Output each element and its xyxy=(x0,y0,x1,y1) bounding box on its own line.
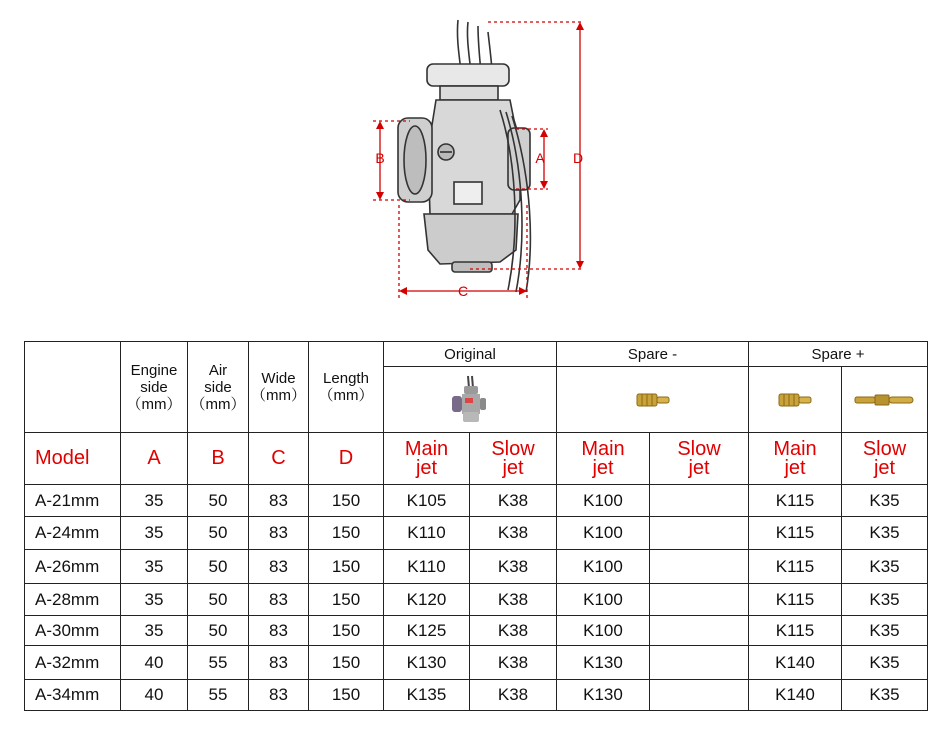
table-row xyxy=(25,680,928,711)
carburetor-drawing xyxy=(398,20,530,292)
dimension-label-b: B xyxy=(375,150,385,166)
cell-sm-slow xyxy=(650,485,749,517)
cell-sm-slow xyxy=(650,646,749,680)
table-row xyxy=(25,550,928,584)
red-d-label: D xyxy=(309,433,384,485)
table-row xyxy=(25,584,928,616)
original-main-jet-label xyxy=(384,433,470,485)
cell-sm-main: K100 xyxy=(557,550,650,584)
group-spare-minus: Spare - xyxy=(557,342,749,367)
cell-orig-main: K110 xyxy=(384,517,470,550)
cell-sm-main: K100 xyxy=(557,517,650,550)
cell-sm-slow xyxy=(650,680,749,711)
table-row xyxy=(25,616,928,646)
slow-jet-line2: jet xyxy=(688,456,710,479)
table-row xyxy=(25,485,928,517)
dimension-label-d: D xyxy=(572,150,584,166)
cell-sp-slow: K35 xyxy=(842,646,928,680)
group-original: Original xyxy=(384,342,557,367)
cell-b: 50 xyxy=(188,616,249,646)
carburetor-spec-table xyxy=(24,341,928,711)
cell-d: 150 xyxy=(309,517,384,550)
cell-sm-main: K100 xyxy=(557,485,650,517)
spare-plus-main-jet-label xyxy=(749,433,842,485)
cell-sp-main: K115 xyxy=(749,517,842,550)
cell-sp-main: K115 xyxy=(749,584,842,616)
cell-b: 50 xyxy=(188,550,249,584)
cell-c: 83 xyxy=(249,680,309,711)
group-spare-plus: Spare + xyxy=(749,342,928,367)
cell-model: A-32mm xyxy=(25,646,121,680)
cell-a: 35 xyxy=(121,584,188,616)
red-c-label: C xyxy=(249,433,309,485)
cell-c: 83 xyxy=(249,550,309,584)
header-wide-unit: （mm） xyxy=(251,387,306,404)
cell-orig-slow: K38 xyxy=(470,584,557,616)
header-corner xyxy=(25,342,121,433)
slow-jet-line1: Slow xyxy=(491,437,535,460)
slow-jet-line1: Slow xyxy=(862,437,907,460)
slow-jet-line1: Slow xyxy=(677,437,721,460)
main-jet-icon xyxy=(633,388,673,412)
spare-minus-jet-image-cell xyxy=(557,367,749,433)
slow-jet-line2: jet xyxy=(873,456,896,479)
main-jet-line1: Main xyxy=(773,437,817,460)
cell-d: 150 xyxy=(309,584,384,616)
spare-plus-main-jet-image-cell xyxy=(749,367,842,433)
red-b-label: B xyxy=(188,433,249,485)
cell-b: 50 xyxy=(188,584,249,616)
cell-sm-slow xyxy=(650,517,749,550)
cell-a: 40 xyxy=(121,646,188,680)
cell-orig-slow: K38 xyxy=(470,550,557,584)
carburetor-photo-icon xyxy=(450,374,490,426)
cell-b: 50 xyxy=(188,485,249,517)
header-engine-side-unit: （mm） xyxy=(126,395,182,413)
cell-sm-slow xyxy=(650,584,749,616)
spare-plus-slow-jet-label xyxy=(842,433,928,485)
cell-model: A-30mm xyxy=(25,616,121,646)
cell-sm-main: K130 xyxy=(557,680,650,711)
header-wide xyxy=(249,342,309,433)
cell-orig-slow: K38 xyxy=(470,680,557,711)
original-carburetor-image-cell xyxy=(384,367,557,433)
cell-b: 55 xyxy=(188,646,249,680)
dimension-label-c: C xyxy=(457,283,469,299)
cell-model: A-21mm xyxy=(25,485,121,517)
main-jet-line1: Main xyxy=(581,437,625,460)
header-engine-side-line2: side xyxy=(140,378,168,396)
table-row xyxy=(25,646,928,680)
spare-minus-main-jet-label xyxy=(557,433,650,485)
header-length xyxy=(309,342,384,433)
main-jet-icon xyxy=(775,388,815,412)
cell-model: A-26mm xyxy=(25,550,121,584)
slow-jet-line2: jet xyxy=(502,456,524,479)
main-jet-line1: Main xyxy=(404,437,449,460)
cell-sm-main: K100 xyxy=(557,584,650,616)
cell-model: A-24mm xyxy=(25,517,121,550)
cell-orig-main: K125 xyxy=(384,616,470,646)
cell-orig-main: K110 xyxy=(384,550,470,584)
cell-sp-slow: K35 xyxy=(842,584,928,616)
cell-d: 150 xyxy=(309,485,384,517)
header-engine-side-line1: Engine xyxy=(130,361,178,379)
cell-sp-main: K115 xyxy=(749,616,842,646)
cell-a: 35 xyxy=(121,550,188,584)
cell-c: 83 xyxy=(249,646,309,680)
header-engine-side xyxy=(121,342,188,433)
red-a-label: A xyxy=(121,433,188,485)
cell-sm-slow xyxy=(650,616,749,646)
original-slow-jet-label xyxy=(470,433,557,485)
cell-a: 40 xyxy=(121,680,188,711)
header-air-side-line2: side xyxy=(204,378,232,396)
cell-d: 150 xyxy=(309,680,384,711)
header-air-side-unit: （mm） xyxy=(190,395,246,413)
cell-c: 83 xyxy=(249,485,309,517)
cell-orig-main: K120 xyxy=(384,584,470,616)
cell-orig-main: K130 xyxy=(384,646,470,680)
cell-model: A-34mm xyxy=(25,680,121,711)
cell-orig-slow: K38 xyxy=(470,517,557,550)
cell-sm-slow xyxy=(650,550,749,584)
cell-orig-slow: K38 xyxy=(470,646,557,680)
red-header-row xyxy=(25,433,928,485)
cell-sp-slow: K35 xyxy=(842,517,928,550)
cell-a: 35 xyxy=(121,517,188,550)
spare-minus-slow-jet-label xyxy=(650,433,749,485)
cell-orig-slow: K38 xyxy=(470,485,557,517)
table-row xyxy=(25,517,928,550)
cell-sp-slow: K35 xyxy=(842,680,928,711)
cell-b: 50 xyxy=(188,517,249,550)
header-length-line1: Length xyxy=(323,370,369,387)
cell-orig-main: K135 xyxy=(384,680,470,711)
slow-jet-icon xyxy=(853,390,917,410)
header-row-groups xyxy=(25,342,928,367)
cell-model: A-28mm xyxy=(25,584,121,616)
cell-sp-main: K140 xyxy=(749,646,842,680)
cell-sp-main: K115 xyxy=(749,550,842,584)
cell-sp-slow: K35 xyxy=(842,550,928,584)
cell-sm-main: K100 xyxy=(557,616,650,646)
cell-sp-main: K115 xyxy=(749,485,842,517)
cell-d: 150 xyxy=(309,616,384,646)
cell-c: 83 xyxy=(249,517,309,550)
cell-sp-slow: K35 xyxy=(842,616,928,646)
cell-sm-main: K130 xyxy=(557,646,650,680)
cell-d: 150 xyxy=(309,550,384,584)
cell-sp-slow: K35 xyxy=(842,485,928,517)
cell-a: 35 xyxy=(121,485,188,517)
header-air-side-line1: Air xyxy=(208,361,228,379)
cell-orig-main: K105 xyxy=(384,485,470,517)
cell-orig-slow: K38 xyxy=(470,616,557,646)
spare-plus-slow-jet-image-cell xyxy=(842,367,928,433)
cell-d: 150 xyxy=(309,646,384,680)
header-length-unit: （mm） xyxy=(318,387,374,404)
header-wide-line1: Wide xyxy=(261,370,296,387)
main-jet-line2: jet xyxy=(415,456,438,479)
dimension-label-a: A xyxy=(535,150,545,166)
header-air-side xyxy=(188,342,249,433)
cell-b: 55 xyxy=(188,680,249,711)
cell-c: 83 xyxy=(249,616,309,646)
red-model-label: Model xyxy=(25,433,121,485)
main-jet-line2: jet xyxy=(784,456,806,479)
carburetor-dimension-diagram xyxy=(0,0,950,330)
data-rows xyxy=(25,485,928,711)
cell-sp-main: K140 xyxy=(749,680,842,711)
cell-a: 35 xyxy=(121,616,188,646)
cell-c: 83 xyxy=(249,584,309,616)
main-jet-line2: jet xyxy=(592,456,614,479)
